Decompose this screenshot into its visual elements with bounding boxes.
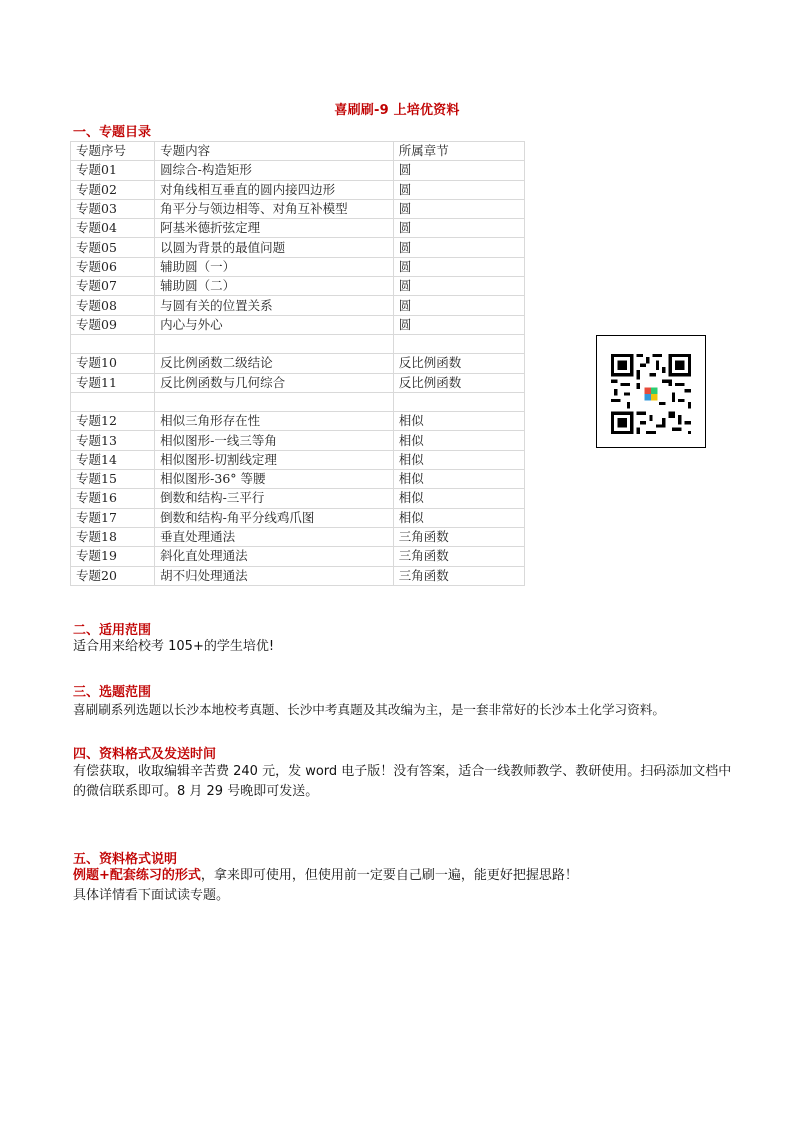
topic-chapter-cell: 圆 [393,257,524,276]
table-row [71,199,525,218]
section2-text: 适合用来给校考 105+的学生培优! [73,639,275,654]
section3-heading: 三、选题范围 [73,685,152,700]
topic-chapter-cell: 相似 [393,431,524,450]
table-row [71,315,525,334]
topic-number-cell: 专题序号 [71,142,155,161]
topic-number-cell: 专题19 [71,547,155,566]
topic-number-cell: 专题15 [71,470,155,489]
topic-chapter-cell: 圆 [393,219,524,238]
topic-content-cell: 对角线相互垂直的圆内接四边形 [155,180,394,199]
topic-number-cell: 专题20 [71,566,155,585]
section3-text: 喜刷刷系列选题以长沙本地校考真题、长沙中考真题及其改编为主，是一套非常好的长沙本土化学习资料。 [73,702,665,717]
topic-chapter-cell: 反比例函数 [393,354,524,373]
topic-content-cell: 辅助圆（一） [155,257,394,276]
topic-chapter-cell: 圆 [393,180,524,199]
table-row [71,238,525,257]
topic-chapter-cell: 三角函数 [393,527,524,546]
section5-line1 [73,866,578,886]
topic-content-cell: 垂直处理通法 [155,527,394,546]
topic-number-cell: 专题14 [71,450,155,469]
topic-number-cell: 专题13 [71,431,155,450]
topic-chapter-cell: 三角函数 [393,547,524,566]
topic-number-cell: 专题16 [71,489,155,508]
topic-content-cell: 反比例函数与几何综合 [155,373,394,392]
table-row [71,180,525,199]
topic-number-cell [71,334,155,353]
topic-content-cell: 与圆有关的位置关系 [155,296,394,315]
topic-content-cell: 相似图形-36° 等腰 [155,470,394,489]
topic-number-cell: 专题03 [71,199,155,218]
topic-chapter-cell: 相似 [393,508,524,527]
topic-content-cell: 胡不归处理通法 [155,566,394,585]
topic-content-cell: 相似三角形存在性 [155,412,394,431]
table-row [71,412,525,431]
topic-chapter-cell [393,334,524,353]
topic-content-cell: 阿基米德折弦定理 [155,219,394,238]
table-row [71,450,525,469]
table-row [71,257,525,276]
topic-number-cell [71,392,155,411]
topic-chapter-cell: 圆 [393,199,524,218]
qr-code-icon [611,354,691,434]
topic-content-cell: 倒数和结构-角平分线鸡爪图 [155,508,394,527]
topic-content-cell: 圆综合-构造矩形 [155,161,394,180]
topic-content-cell: 辅助圆（二） [155,277,394,296]
topic-number-cell: 专题02 [71,180,155,199]
table-row [71,547,525,566]
topic-number-cell: 专题17 [71,508,155,527]
document-title: 喜刷刷-9 上培优资料 [334,103,460,118]
table-row [71,373,525,392]
topic-content-cell: 倒数和结构-三平行 [155,489,394,508]
section5-heading: 五、资料格式说明 [73,852,178,867]
section5-line2: 具体详情看下面试读专题。 [73,888,230,903]
topic-chapter-cell: 三角函数 [393,566,524,585]
topic-content-cell: 反比例函数二级结论 [155,354,394,373]
topic-number-cell: 专题04 [71,219,155,238]
topic-table [70,141,525,586]
topic-chapter-cell: 圆 [393,238,524,257]
section4-text: 有偿获取，收取编辑辛苦费 240 元，发 word 电子版！没有答案，适合一线教师教学、教研使用。扫码添加文档中的微信联系即可。8 月 29 号晚即可发送。 [73,764,732,799]
topic-content-cell [155,392,394,411]
topic-chapter-cell: 反比例函数 [393,373,524,392]
qr-code-frame [596,335,706,448]
table-row [71,296,525,315]
topic-chapter-cell: 相似 [393,450,524,469]
topic-chapter-cell: 圆 [393,161,524,180]
topic-content-cell: 角平分与领边相等、对角互补模型 [155,199,394,218]
topic-number-cell: 专题08 [71,296,155,315]
topic-chapter-cell: 圆 [393,296,524,315]
topic-chapter-cell: 相似 [393,470,524,489]
table-row [71,431,525,450]
topic-chapter-cell [393,392,524,411]
table-row [71,508,525,527]
section1-heading: 一、专题目录 [73,125,152,140]
table-row [71,219,525,238]
topic-chapter-cell: 圆 [393,315,524,334]
topic-number-cell: 专题12 [71,412,155,431]
topic-number-cell: 专题01 [71,161,155,180]
topic-number-cell: 专题06 [71,257,155,276]
topic-content-cell: 以圆为背景的最值问题 [155,238,394,257]
topic-chapter-cell: 圆 [393,277,524,296]
table-row [71,470,525,489]
topic-number-cell: 专题07 [71,277,155,296]
topic-content-cell: 相似图形-切割线定理 [155,450,394,469]
format-text: ，拿来即可使用，但使用前一定要自己刷一遍，能更好把握思路！ [200,868,578,883]
table-header-row [71,142,525,161]
table-row [71,527,525,546]
topic-chapter-cell: 所属章节 [393,142,524,161]
table-row [71,161,525,180]
topic-number-cell: 专题18 [71,527,155,546]
topic-content-cell: 专题内容 [155,142,394,161]
topic-content-cell: 内心与外心 [155,315,394,334]
topic-number-cell: 专题11 [71,373,155,392]
table-row [71,489,525,508]
topic-content-cell [155,334,394,353]
topic-chapter-cell: 相似 [393,412,524,431]
format-highlight: 例题+配套练习的形式 [73,868,201,883]
topic-number-cell: 专题05 [71,238,155,257]
topic-chapter-cell: 相似 [393,489,524,508]
table-row [71,354,525,373]
table-row [71,392,525,411]
table-row [71,277,525,296]
topic-content-cell: 相似图形-一线三等角 [155,431,394,450]
section2-heading: 二、适用范围 [73,623,152,638]
topic-number-cell: 专题09 [71,315,155,334]
section4-heading: 四、资料格式及发送时间 [73,747,217,762]
table-row [71,334,525,353]
table-row [71,566,525,585]
topic-content-cell: 斜化直处理通法 [155,547,394,566]
topic-number-cell: 专题10 [71,354,155,373]
